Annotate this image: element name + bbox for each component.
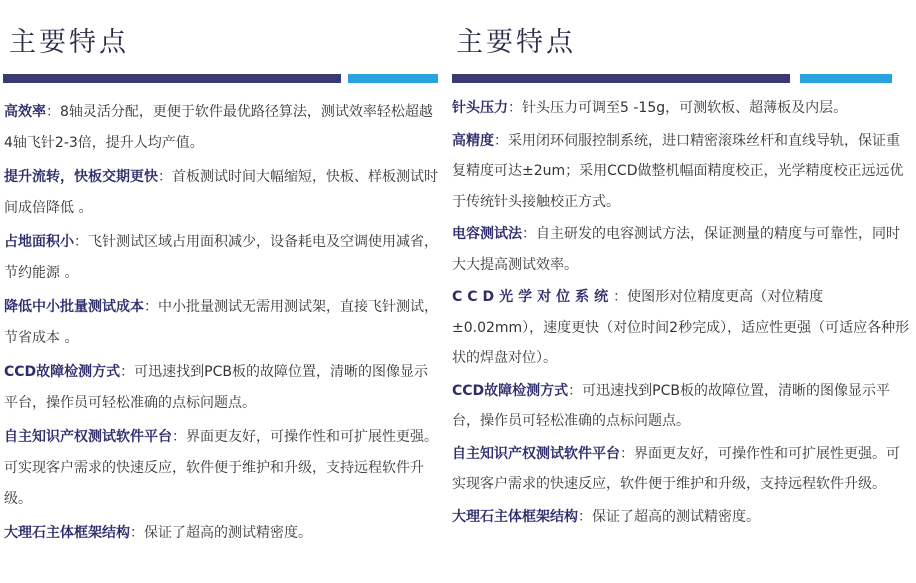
feature-heading: 高效率 bbox=[4, 104, 46, 120]
feature-heading: 大理石主体框架结构 bbox=[4, 525, 130, 541]
feature-heading: 针头压力 bbox=[452, 100, 508, 116]
feature-text: 界面更友好，可操作性和可扩展性更强。可实现客户需求的快速反应，软件便于维护和升级，支持远程软件升级。 bbox=[452, 445, 900, 492]
feature-heading: 自主知识产权测试软件平台 bbox=[4, 429, 172, 445]
feature-text: 首板测试时间大幅缩短，快板、样板测试时间成倍降低 。 bbox=[4, 169, 438, 216]
feature-heading: CCD故障检测方式 bbox=[452, 382, 569, 399]
feature-item bbox=[452, 219, 912, 280]
feature-item bbox=[4, 97, 440, 159]
feature-item bbox=[452, 126, 912, 218]
feature-heading: 高精度 bbox=[452, 132, 494, 149]
feature-item bbox=[4, 227, 440, 289]
feature-item bbox=[4, 357, 440, 419]
right-column bbox=[452, 0, 912, 534]
feature-heading: 电容测试法 bbox=[452, 226, 522, 242]
feature-text: 针头压力可调至5 -15g，可测软板、超薄板及内层。 bbox=[522, 100, 848, 116]
feature-heading: CCD光学对位系统 bbox=[452, 289, 614, 305]
right-feature-list bbox=[452, 93, 912, 532]
feature-separator: ： bbox=[568, 382, 583, 399]
feature-text: 可迅速找到PCB板的故障位置，清晰的图像显示平台，操作员可轻松准确的点标问题点。 bbox=[4, 364, 428, 411]
feature-item bbox=[452, 282, 912, 374]
feature-text: 飞针测试区域占用面积减少，设备耗电及空调使用减省，节约能源 。 bbox=[4, 234, 438, 281]
divider-dark-segment bbox=[3, 74, 341, 83]
feature-separator: ： bbox=[494, 132, 508, 149]
left-column bbox=[0, 0, 440, 552]
feature-heading: 自主知识产权测试软件平台 bbox=[452, 445, 620, 462]
divider-blue-segment bbox=[800, 74, 892, 83]
feature-item bbox=[452, 376, 912, 437]
feature-item bbox=[4, 518, 440, 549]
feature-separator: ： bbox=[522, 226, 536, 242]
feature-text: 8轴灵活分配，更便于软件最优路径算法，测试效率轻松超越4轴飞针2-3倍，提升人均产值。 bbox=[4, 104, 433, 151]
feature-separator: ： bbox=[120, 364, 135, 380]
feature-separator: ： bbox=[46, 104, 60, 120]
feature-item bbox=[4, 292, 440, 354]
feature-item bbox=[452, 502, 912, 533]
feature-separator: ： bbox=[578, 508, 592, 525]
divider-blue-segment bbox=[348, 74, 438, 83]
feature-heading: 提升流转，快板交期更快 bbox=[4, 169, 158, 185]
right-title-divider bbox=[452, 74, 912, 83]
feature-heading: CCD故障检测方式 bbox=[4, 364, 121, 380]
feature-heading: 占地面积小 bbox=[4, 234, 74, 250]
feature-text: 保证了超高的测试精密度。 bbox=[592, 508, 760, 525]
feature-item bbox=[4, 162, 440, 224]
right-section-title: 主要特点 bbox=[456, 27, 576, 58]
feature-text: 采用闭环伺服控制系统，进口精密滚珠丝杆和直线导轨，保证重复精度可达±2um；采用CCD做整机幅面精度校正，光学精度校正远远优于传统针头接触校正方式。 bbox=[452, 132, 904, 210]
divider-dark-segment bbox=[452, 74, 790, 83]
left-section-title: 主要特点 bbox=[9, 27, 129, 58]
feature-separator: ： bbox=[74, 234, 88, 250]
feature-text: 界面更友好，可操作性和可扩展性更强。可实现客户需求的快速反应，软件便于维护和升级，支持远程软件升级。 bbox=[4, 429, 438, 507]
feature-item bbox=[4, 422, 440, 515]
feature-item bbox=[452, 93, 912, 124]
left-title-divider bbox=[0, 74, 440, 83]
feature-text: 中小批量测试无需用测试架，直接飞针测试，节省成本 。 bbox=[4, 299, 438, 346]
feature-text: 自主研发的电容测试方法，保证测量的精度与可靠性，同时大大提高测试效率。 bbox=[452, 226, 900, 273]
feature-text: 使图形对位精度更高（对位精度±0.02mm），速度更快（对位时间2秒完成），适应性更强（可适应各种形状的焊盘对位）。 bbox=[452, 289, 910, 366]
feature-separator: ： bbox=[172, 429, 186, 445]
feature-separator: ： bbox=[620, 445, 634, 462]
feature-text: 保证了超高的测试精密度。 bbox=[144, 525, 312, 541]
feature-item bbox=[452, 439, 912, 500]
feature-text: 可迅速找到PCB板的故障位置，清晰的图像显示平台，操作员可轻松准确的点标问题点。 bbox=[452, 382, 890, 429]
left-feature-list bbox=[0, 97, 440, 549]
feature-separator: ： bbox=[508, 100, 522, 116]
feature-separator: ： bbox=[144, 299, 158, 315]
feature-separator: ： bbox=[158, 169, 172, 185]
feature-separator: ： bbox=[613, 289, 628, 305]
feature-separator: ： bbox=[130, 525, 144, 541]
feature-heading: 大理石主体框架结构 bbox=[452, 508, 578, 525]
feature-heading: 降低中小批量测试成本 bbox=[4, 299, 144, 315]
